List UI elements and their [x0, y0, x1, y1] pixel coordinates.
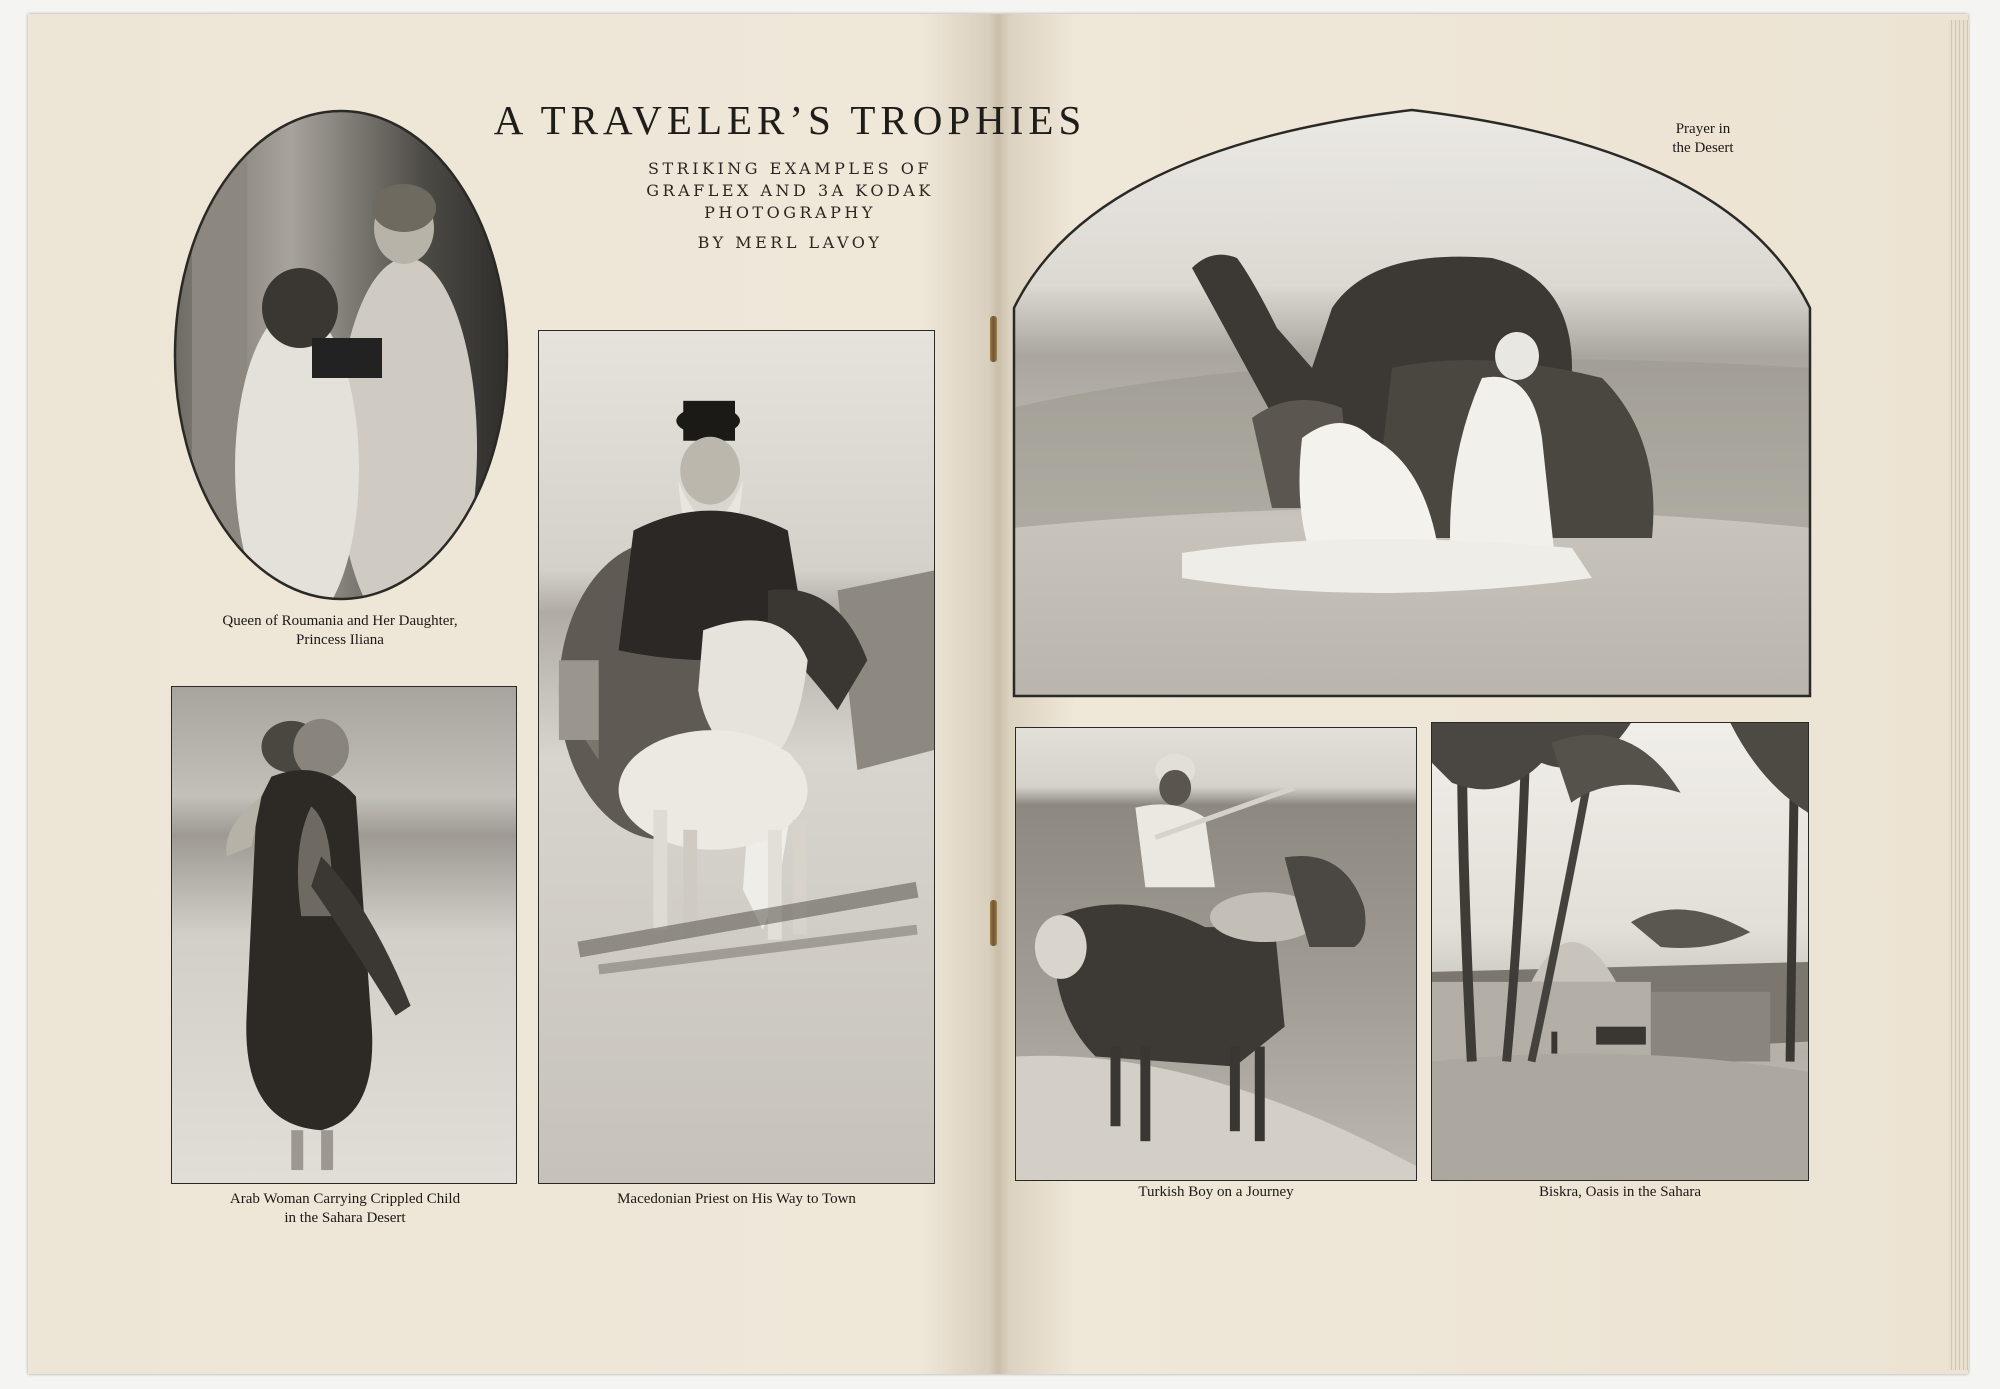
caption-arab-woman	[160, 1190, 530, 1228]
caption-line: Prayer in	[1675, 121, 1731, 137]
photo-macedonian-priest	[538, 330, 935, 1184]
staple-bottom	[990, 900, 997, 946]
photo-prayer-in-desert	[1012, 108, 1812, 698]
caption-queen	[160, 612, 520, 650]
byline: BY MERL LAVOY	[697, 233, 883, 252]
caption-line: Queen of Roumania and Her Daughter,	[222, 613, 458, 629]
subtitle-line: GRAFLEX AND 3A KODAK	[646, 181, 934, 200]
subtitle	[520, 158, 1060, 224]
subtitle-line: PHOTOGRAPHY	[704, 203, 876, 222]
queen-photo-image	[172, 108, 510, 602]
photo-queen-oval	[172, 108, 510, 602]
caption-line: Arab Woman Carrying Crippled Child	[229, 1191, 461, 1207]
caption-line: Princess Iliana	[296, 632, 384, 648]
caption-priest: Macedonian Priest on His Way to Town	[617, 1191, 856, 1207]
staple-top	[990, 316, 997, 362]
caption-biskra: Biskra, Oasis in the Sahara	[1538, 1184, 1702, 1200]
prayer-photo-image	[1012, 108, 1812, 698]
photo-biskra	[1431, 722, 1809, 1181]
page-edges	[1948, 20, 1970, 1370]
caption-line: in the Sahara Desert	[284, 1210, 406, 1226]
arab-woman-photo-image	[172, 687, 516, 1183]
photo-arab-woman	[171, 686, 517, 1184]
caption-turkish-boy: Turkish Boy on a Journey	[1138, 1184, 1294, 1200]
subtitle-line: STRIKING EXAMPLES OF	[648, 159, 932, 178]
caption-line: the Desert	[1672, 140, 1734, 156]
priest-photo-image	[539, 331, 934, 1183]
photo-turkish-boy	[1015, 727, 1417, 1181]
biskra-photo-image	[1432, 723, 1808, 1180]
turkish-boy-photo-image	[1016, 728, 1416, 1180]
page-title: A TRAVELER’S TROPHIES	[493, 97, 1087, 143]
